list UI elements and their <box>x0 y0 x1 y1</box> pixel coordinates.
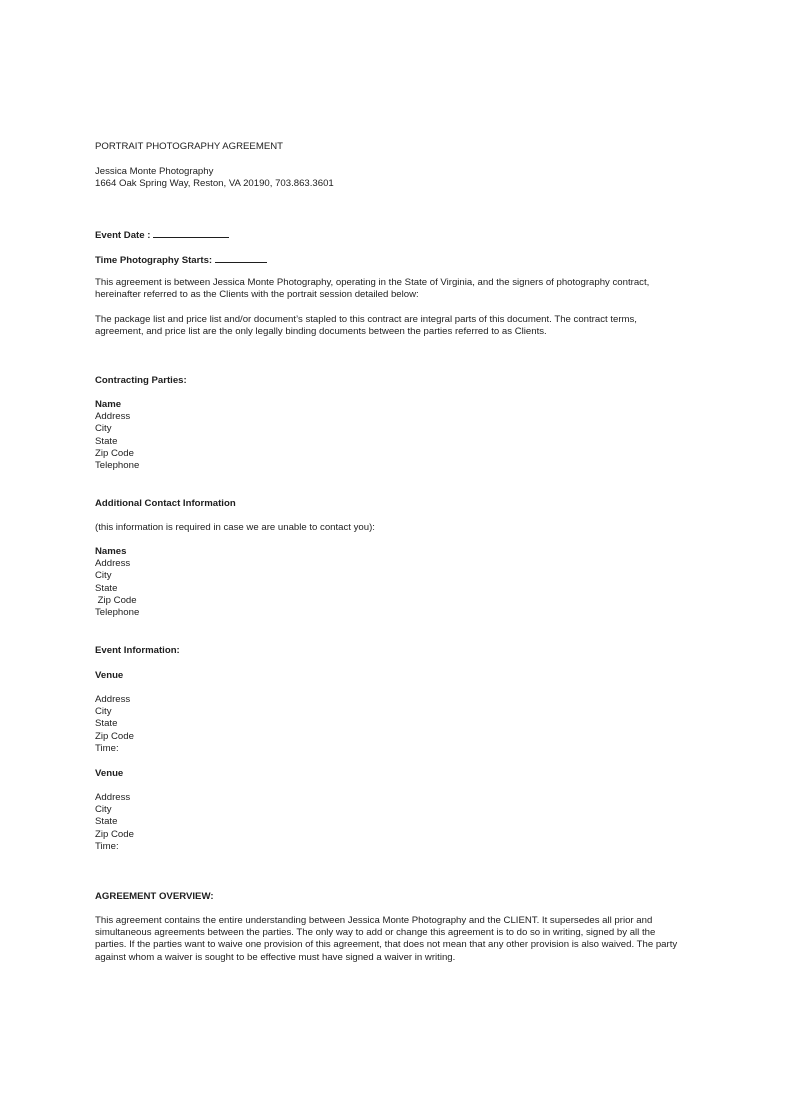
overview-line-1: This agreement contains the entire understanding between Jessica Monte Photography and the CLIENT. It supersedes all prior and <box>95 915 653 926</box>
event-date-field <box>95 228 229 242</box>
additional-contact-list <box>95 546 139 619</box>
package-paragraph-line-1: The package list and price list and/or document’s stapled to this contract are integral parts of this document. The contract terms, <box>95 314 637 325</box>
agreement-overview-heading: AGREEMENT OVERVIEW: <box>95 891 214 902</box>
venue-1-label: Venue <box>95 670 124 681</box>
event-date-label: Event Date : <box>95 230 151 241</box>
intro-paragraph-line-2: hereinafter referred to as the Clients with the portrait session detailed below: <box>95 289 419 300</box>
address-label: Address <box>95 558 131 570</box>
overview-line-4: against whom a waiver is sought to be effective must have signed a waiver in writing. <box>95 951 456 963</box>
additional-contact-note: (this information is required in case we are unable to contact you): <box>95 522 375 533</box>
name-label: Name <box>95 399 122 410</box>
address-label: Address <box>95 411 131 423</box>
venue-2-label: Venue <box>95 768 124 779</box>
address-label: Address <box>95 792 131 803</box>
package-paragraph-line-2: agreement, and price list are the only legally binding documents between the parties referred to as Clients. <box>95 326 547 337</box>
zip-code-label: Zip Code <box>95 828 134 840</box>
names-label: Names <box>95 546 127 557</box>
company-name: Jessica Monte Photography <box>95 166 214 177</box>
time-starts-blank-line <box>215 253 267 263</box>
contracting-parties-heading: Contracting Parties: <box>95 375 187 386</box>
state-label: State <box>95 582 118 594</box>
additional-contact-heading: Additional Contact Information <box>95 498 236 509</box>
time-label: Time: <box>95 840 119 852</box>
telephone-label: Telephone <box>95 460 140 472</box>
document-title: PORTRAIT PHOTOGRAPHY AGREEMENT <box>95 141 284 152</box>
event-date-blank-line <box>153 228 229 238</box>
city-label: City <box>95 423 112 435</box>
zip-code-label: Zip Code <box>95 447 134 459</box>
zip-code-label: Zip Code <box>95 594 137 606</box>
city-label: City <box>95 570 112 582</box>
company-address: 1664 Oak Spring Way, Reston, VA 20190, 703.863.3601 <box>95 178 334 189</box>
event-information-heading: Event Information: <box>95 645 180 656</box>
intro-paragraph-line-1: This agreement is between Jessica Monte Photography, operating in the State of Virginia, and the signers of photography contract, <box>95 277 650 288</box>
venue-1-fields <box>95 694 134 755</box>
contracting-parties-list <box>95 399 139 472</box>
venue-2-fields <box>95 792 134 853</box>
zip-code-label: Zip Code <box>95 730 134 742</box>
city-label: City <box>95 706 112 718</box>
state-label: State <box>95 435 118 447</box>
state-label: State <box>95 718 118 730</box>
time-starts-field <box>95 253 267 267</box>
agreement-overview-paragraph <box>95 915 677 964</box>
state-label: State <box>95 816 118 828</box>
address-label: Address <box>95 694 131 705</box>
overview-line-3: parties. If the parties want to waive one provision of this agreement, that does not mean that any other provision is also waived. The party <box>95 939 678 951</box>
telephone-label: Telephone <box>95 607 140 619</box>
time-starts-label: Time Photography Starts: <box>95 255 213 266</box>
time-label: Time: <box>95 742 119 754</box>
overview-line-2: simultaneous agreements between the parties. The only way to add or change this agreement is to do so in writing, signed by all the <box>95 927 656 939</box>
city-label: City <box>95 804 112 816</box>
